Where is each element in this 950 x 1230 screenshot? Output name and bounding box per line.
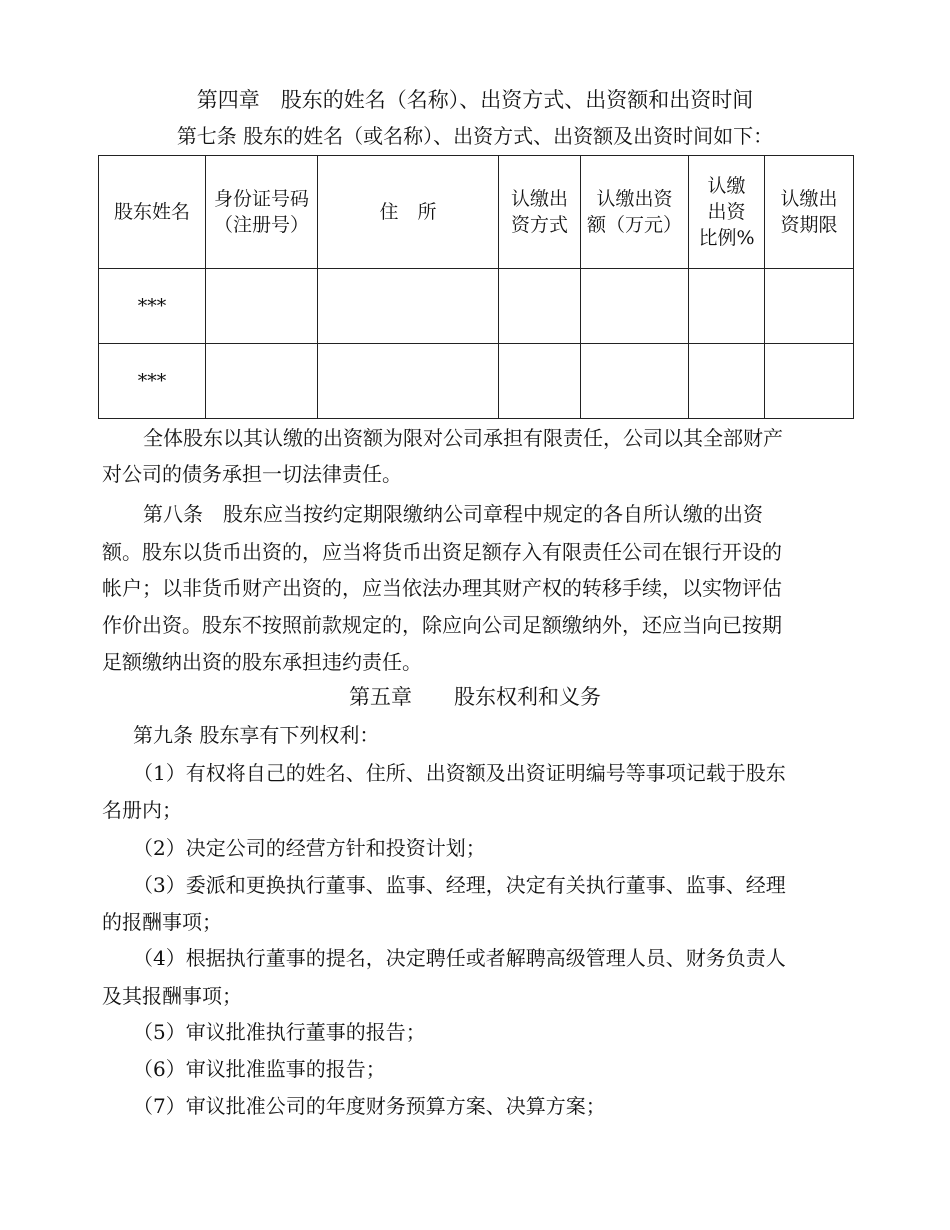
right-item-3: （3）委派和更换执行董事、监事、经理，决定有关执行董事、监事、经理 — [133, 873, 786, 897]
header-id-number — [206, 156, 318, 269]
header-text: 出资 — [707, 201, 746, 223]
header-text: 身份证号码 — [213, 188, 309, 210]
liability-paragraph-line: 对公司的债务承担一切法律责任。 — [102, 462, 402, 486]
right-item-4: （4）根据执行董事的提名，决定聘任或者解聘高级管理人员、财务负责人 — [133, 946, 786, 970]
header-text: （注册号） — [213, 214, 309, 236]
header-contribution-amount — [581, 156, 689, 269]
table-cell — [318, 344, 499, 419]
chapter-4-title: 第四章 股东的姓名（名称）、出资方式、出资额和出资时间 — [196, 88, 754, 112]
header-contribution-ratio — [689, 156, 765, 269]
table-cell — [318, 269, 499, 344]
right-item-1-cont: 名册内； — [102, 798, 182, 822]
table-cell — [206, 269, 318, 344]
right-item-5: （5）审议批准执行董事的报告； — [133, 1020, 426, 1044]
header-text: 额（万元） — [586, 214, 682, 236]
article-8-line: 帐户；以非货币财产出资的，应当依法办理其财产权的转移手续，以实物评估 — [102, 576, 782, 600]
header-text: 认缴 — [707, 175, 746, 197]
article-8-line: 第八条 股东应当按约定期限缴纳公司章程中规定的各自所认缴的出资 — [143, 502, 763, 526]
header-text: 资方式 — [510, 214, 568, 236]
table-cell — [765, 269, 854, 344]
article-7-intro: 第七条 股东的姓名（或名称）、出资方式、出资额及出资时间如下： — [176, 124, 774, 148]
liability-paragraph-line: 全体股东以其认缴的出资额为限对公司承担有限责任，公司以其全部财产 — [143, 426, 783, 450]
header-text: 认缴出资 — [596, 188, 673, 210]
table-cell — [499, 269, 581, 344]
article-9-intro: 第九条 股东享有下列权利： — [133, 723, 380, 747]
table-cell — [581, 269, 689, 344]
chapter-5-title: 第五章 股东权利和义务 — [349, 685, 601, 709]
header-text: 认缴出 — [510, 188, 568, 210]
header-text: 认缴出 — [780, 188, 838, 210]
header-text: 股东姓名 — [113, 201, 190, 223]
table-header-row — [99, 156, 854, 269]
cell-shareholder-name: *** — [99, 344, 206, 419]
table-cell — [206, 344, 318, 419]
header-contribution-deadline — [765, 156, 854, 269]
article-8-line: 作价出资。股东不按照前款规定的，除应向公司足额缴纳外，还应当向已按期 — [102, 613, 782, 637]
table-cell — [689, 269, 765, 344]
cell-shareholder-name: *** — [99, 269, 206, 344]
article-8-line: 足额缴纳出资的股东承担违约责任。 — [102, 650, 422, 674]
header-text: 资期限 — [780, 214, 838, 236]
table-row — [99, 269, 854, 344]
header-shareholder-name — [99, 156, 206, 269]
right-item-2: （2）决定公司的经营方针和投资计划； — [133, 836, 486, 860]
table-cell — [689, 344, 765, 419]
right-item-6: （6）审议批准监事的报告； — [133, 1057, 386, 1081]
right-item-1: （1）有权将自己的姓名、住所、出资额及出资证明编号等事项记载于股东 — [133, 761, 786, 785]
right-item-7: （7）审议批准公司的年度财务预算方案、决算方案； — [133, 1094, 606, 1118]
table-row — [99, 344, 854, 419]
shareholder-table — [98, 155, 854, 419]
header-text: 比例% — [698, 227, 755, 249]
right-item-3-cont: 的报酬事项； — [102, 910, 222, 934]
header-text: 住 所 — [379, 201, 437, 223]
right-item-4-cont: 及其报酬事项； — [102, 984, 242, 1008]
table-cell — [499, 344, 581, 419]
article-8-line: 额。股东以货币出资的，应当将货币出资足额存入有限责任公司在银行开设的 — [102, 540, 782, 564]
table-cell — [765, 344, 854, 419]
table-cell — [581, 344, 689, 419]
header-address — [318, 156, 499, 269]
header-contribution-method — [499, 156, 581, 269]
